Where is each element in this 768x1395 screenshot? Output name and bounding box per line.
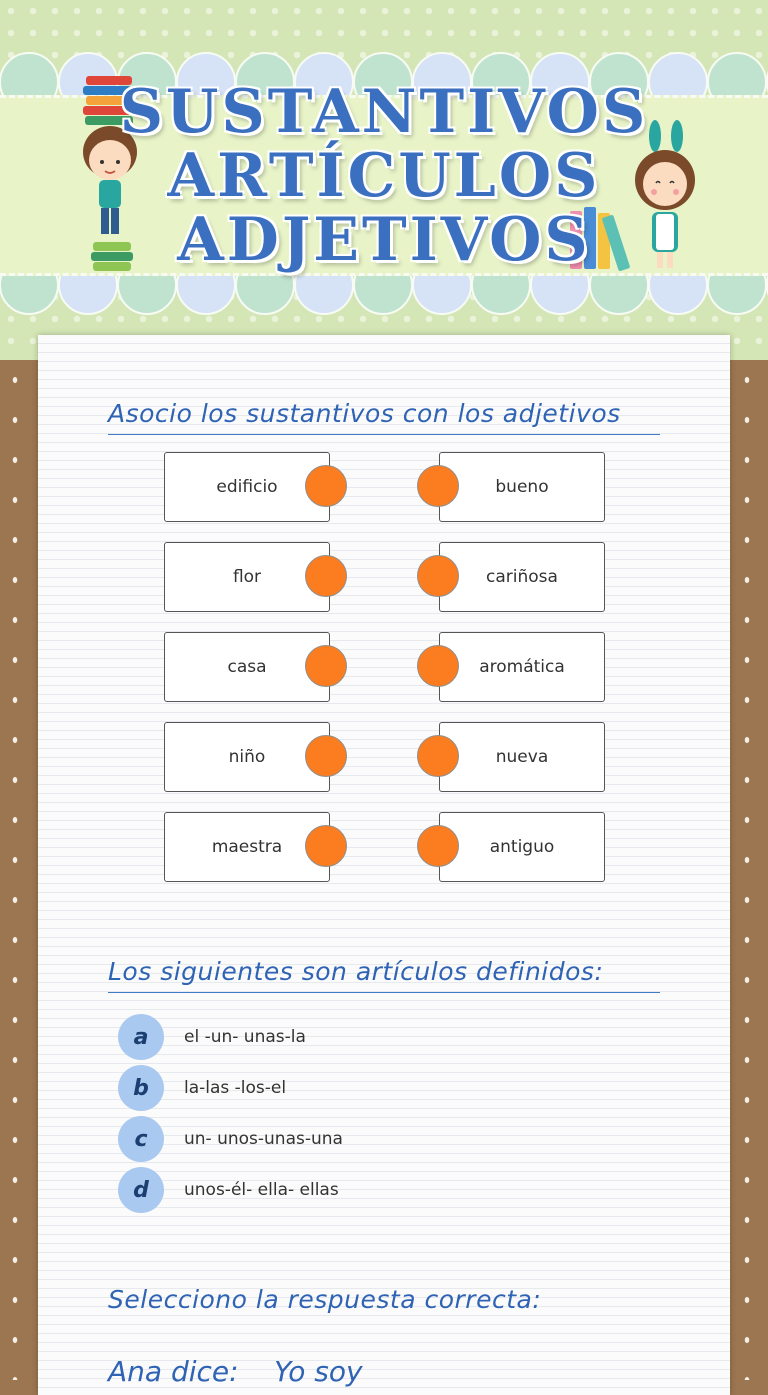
left-connector-dot[interactable] <box>305 825 347 867</box>
option-letter-badge: a <box>118 1014 164 1060</box>
answer-option[interactable] <box>118 1065 618 1111</box>
adjective-label: antiguo <box>489 837 555 857</box>
match-row <box>164 812 604 882</box>
answer-option[interactable] <box>118 1014 618 1060</box>
adjective-box[interactable] <box>439 452 605 522</box>
option-letter-badge: b <box>118 1065 164 1111</box>
adjective-box[interactable] <box>439 722 605 792</box>
option-text: unos-él- ella- ellas <box>184 1180 339 1200</box>
cork-right-edge <box>732 360 768 1380</box>
match-row <box>164 542 604 612</box>
answer-option[interactable] <box>118 1167 618 1213</box>
adjective-label: aromática <box>479 657 565 677</box>
adjective-label: bueno <box>495 477 549 497</box>
adjective-label: cariñosa <box>486 567 558 587</box>
title-line-2: ARTÍCULOS <box>167 141 601 211</box>
adjective-box[interactable] <box>439 542 605 612</box>
adjective-box[interactable] <box>439 812 605 882</box>
sentence-prompt: Ana dice: Yo soy <box>108 1355 363 1388</box>
multiple-choice-section-title: Los siguientes son artículos definidos: <box>108 957 660 993</box>
option-letter-badge: c <box>118 1116 164 1162</box>
right-connector-dot[interactable] <box>417 825 459 867</box>
match-row <box>164 722 604 792</box>
noun-label: flor <box>232 567 262 587</box>
noun-label: maestra <box>211 837 283 857</box>
noun-label: casa <box>227 657 267 677</box>
match-row <box>164 452 604 522</box>
select-answer-section-title: Selecciono la respuesta correcta: <box>108 1285 542 1314</box>
match-row <box>164 632 604 702</box>
title-line-1: SUSTANTIVOS <box>119 77 649 147</box>
right-connector-dot[interactable] <box>417 735 459 777</box>
worksheet-paper <box>38 335 730 1395</box>
adjective-box[interactable] <box>439 632 605 702</box>
page-title <box>0 77 768 275</box>
right-connector-dot[interactable] <box>417 465 459 507</box>
adjective-label: nueva <box>495 747 549 767</box>
left-connector-dot[interactable] <box>305 555 347 597</box>
title-line-3: ADJETIVOS <box>177 205 591 275</box>
right-connector-dot[interactable] <box>417 555 459 597</box>
answer-option[interactable] <box>118 1116 618 1162</box>
left-connector-dot[interactable] <box>305 645 347 687</box>
option-text: un- unos-unas-una <box>184 1129 343 1149</box>
right-connector-dot[interactable] <box>417 645 459 687</box>
option-letter-badge: d <box>118 1167 164 1213</box>
cork-left-edge <box>0 360 38 1380</box>
noun-label: niño <box>228 747 266 767</box>
option-text: la-las -los-el <box>184 1078 287 1098</box>
left-connector-dot[interactable] <box>305 465 347 507</box>
noun-label: edificio <box>216 477 278 497</box>
left-connector-dot[interactable] <box>305 735 347 777</box>
matching-section-title: Asocio los sustantivos con los adjetivos <box>108 399 660 435</box>
option-text: el -un- unas-la <box>184 1027 306 1047</box>
